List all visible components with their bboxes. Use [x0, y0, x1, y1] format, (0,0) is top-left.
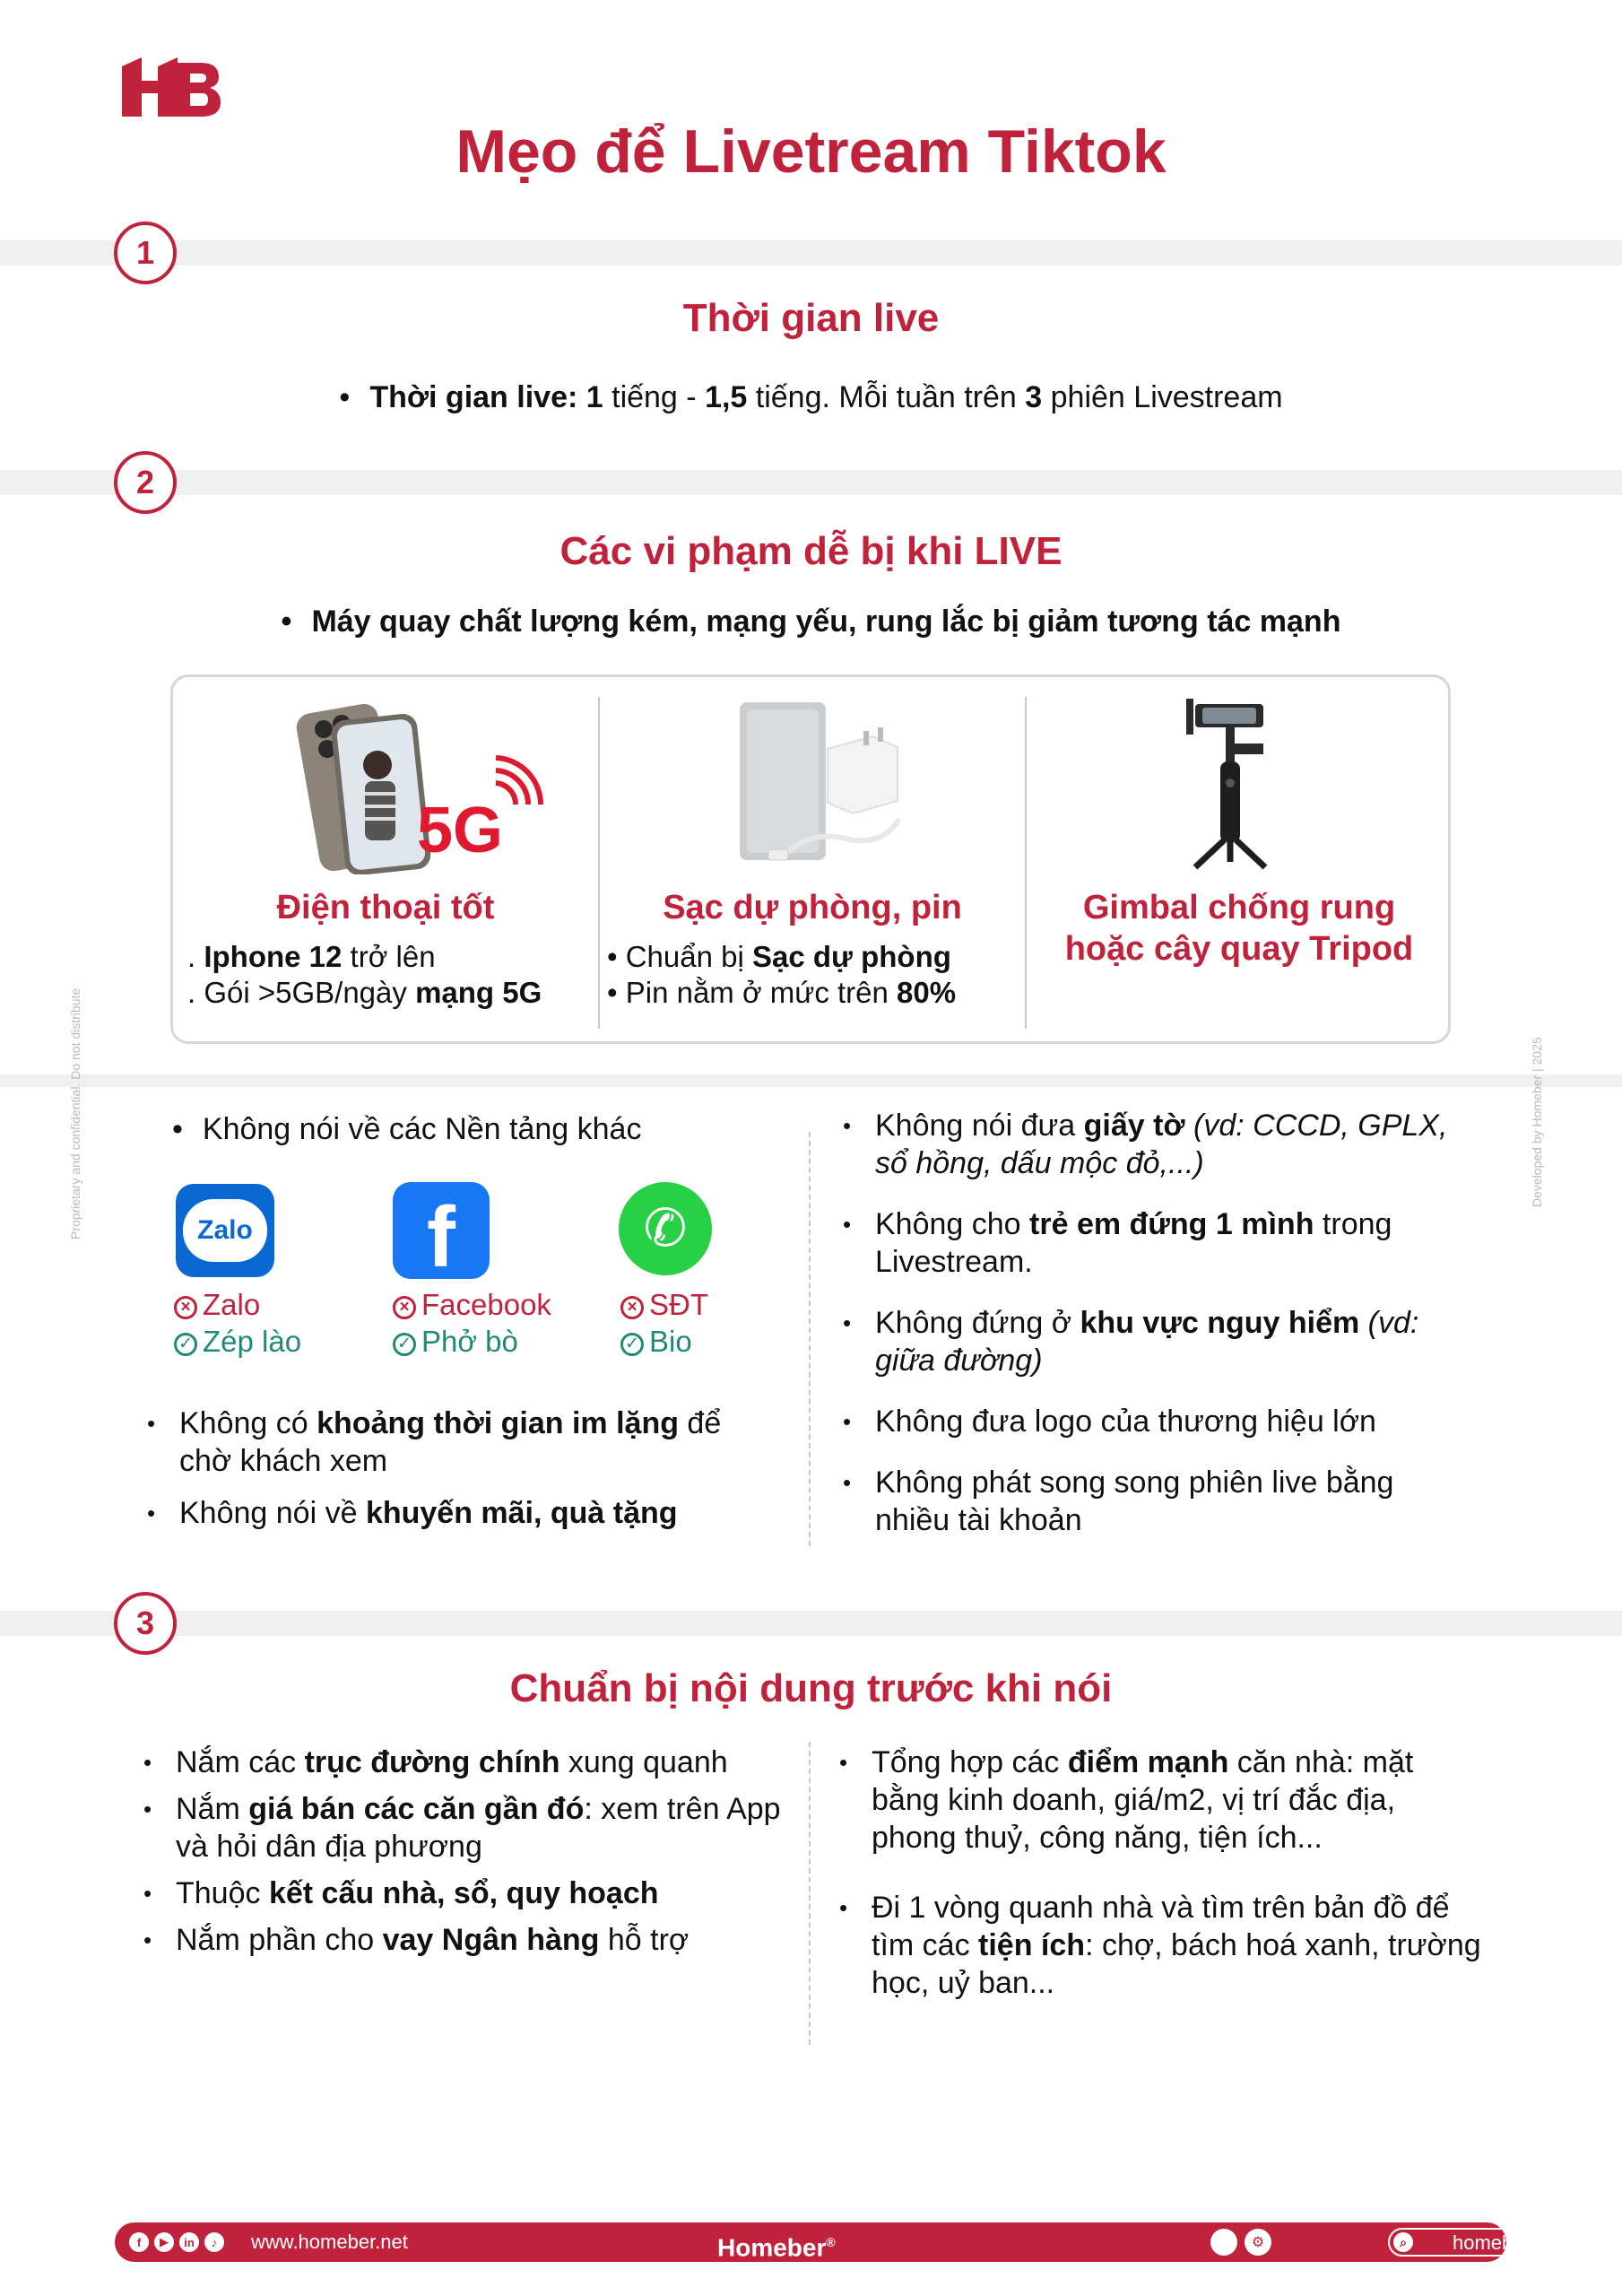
list-item	[143, 1874, 789, 1912]
app-allowed-label: Zép lào	[203, 1325, 302, 1358]
bold-text: 1,5	[705, 380, 748, 414]
bold-text: khu vực nguy hiểm	[1080, 1306, 1360, 1340]
text-segment: trong Livestream.	[875, 1207, 1392, 1279]
bullet: •	[843, 1469, 852, 1496]
bold-text: điểm mạnh	[1067, 1745, 1229, 1779]
column-divider	[809, 1742, 811, 2045]
page-title: Mẹo để Livetream Tiktok	[455, 117, 1167, 186]
text-segment: trở lên	[342, 940, 436, 973]
bullet: •	[143, 1926, 152, 1953]
x-circle-icon: ×	[620, 1296, 644, 1319]
card-title-phone: Điện thoại tốt	[276, 889, 495, 926]
website-link[interactable]: www.homeber.net	[251, 2231, 408, 2253]
phone-5g-image	[281, 695, 550, 874]
violation-subtitle	[0, 603, 1622, 640]
text-segment: Không phát song song phiên live bằng nhiều tài khoản	[875, 1465, 1394, 1537]
bold-text: 1	[585, 380, 603, 414]
equipment-card	[170, 674, 1451, 1044]
text-segment: (vd: giữa đường)	[875, 1306, 1419, 1378]
app-allowed-label: Bio	[649, 1325, 692, 1358]
bold-text: Iphone 12	[204, 940, 343, 973]
gimbal-title-line: hoặc cây quay Tripod	[1064, 930, 1414, 968]
section-title-1: Thời gian live	[682, 296, 940, 340]
section-title-3: Chuẩn bị nội dung trước khi nói	[509, 1666, 1113, 1710]
app-labels-phone	[620, 1286, 708, 1360]
list-item	[147, 1405, 775, 1480]
whatsapp-icon: ✆	[619, 1182, 712, 1275]
text-segment: (vd: CCCD, GPLX, sổ hồng, dấu mộc đỏ,...)	[875, 1109, 1448, 1180]
list-item	[143, 1790, 789, 1866]
text-segment: Nắm	[176, 1792, 249, 1826]
app-labels-zalo	[174, 1286, 301, 1360]
text-segment: : chợ, bách hoá xanh, trường học, uỷ ban...	[872, 1928, 1481, 2000]
gimbal-tripod-image	[1168, 690, 1294, 874]
bold-text: mạng 5G	[415, 976, 542, 1009]
list-item	[143, 1744, 789, 1781]
list-item	[143, 1921, 789, 1959]
check-circle-icon: ✓	[393, 1333, 416, 1356]
app-forbidden-label: Facebook	[421, 1288, 551, 1321]
text-segment: Nắm phần cho	[176, 1923, 383, 1957]
section-band	[0, 1074, 1622, 1087]
bullet: •	[147, 1410, 156, 1437]
zalo-icon-label: Zalo	[183, 1199, 267, 1262]
bold-text: vay Ngân hàng	[382, 1923, 600, 1957]
bold-text: trục đường chính	[304, 1745, 560, 1779]
list-item	[839, 1889, 1485, 2002]
text-segment: căn nhà: mặt bằng kinh doanh, giá/m2, vị trí đắc địa, phong thuỷ, công năng, tiện ích...	[872, 1745, 1414, 1855]
bullet: •	[143, 1796, 152, 1822]
prep-list-left	[143, 1744, 789, 1968]
text-segment: .	[187, 940, 204, 973]
text-segment: phiên Livestream	[1042, 380, 1283, 414]
text-segment: Tổng hợp các	[872, 1745, 1068, 1779]
facebook-icon: f	[393, 1182, 490, 1279]
android-icon[interactable]: ⚙	[1245, 2229, 1271, 2256]
text-segment: Không nói về	[179, 1496, 366, 1530]
bullet	[339, 380, 369, 414]
bullet: •	[143, 1880, 152, 1907]
text-segment: Không đứng ở	[875, 1306, 1080, 1340]
x-circle-icon: ×	[393, 1296, 416, 1319]
check-circle-icon: ✓	[174, 1333, 197, 1356]
live-time-text	[369, 380, 1282, 414]
section-number-2: 2	[114, 451, 177, 514]
column-divider	[809, 1132, 811, 1546]
card-powerbank-line	[607, 939, 951, 975]
youtube-icon[interactable]: ▶	[154, 2232, 174, 2252]
linkedin-icon[interactable]: in	[179, 2232, 199, 2252]
list-item	[843, 1403, 1470, 1440]
text-segment: để chờ khách xem	[179, 1406, 722, 1478]
column-divider	[1025, 697, 1027, 1029]
bullet: •	[147, 1500, 156, 1526]
prep-list-right	[839, 1744, 1485, 2034]
bold-text: 80%	[897, 976, 957, 1009]
bullet: •	[839, 1894, 848, 1921]
section-band	[0, 1611, 1622, 1636]
text-segment: Không cho	[875, 1207, 1030, 1241]
apple-icon[interactable]	[1210, 2229, 1237, 2256]
bullet: •	[843, 1211, 852, 1238]
tiktok-icon[interactable]: ♪	[204, 2232, 224, 2252]
live-time-line	[0, 378, 1622, 416]
list-item	[843, 1304, 1470, 1379]
bold-text: 3	[1025, 380, 1043, 414]
bold-text: tiện ích	[978, 1928, 1086, 1962]
bold-text: kết cấu nhà, sổ, quy hoạch	[268, 1876, 659, 1910]
list-item	[147, 1494, 775, 1532]
text-segment: Thuộc	[176, 1876, 269, 1910]
bold-text: trẻ em đứng 1 mình	[1029, 1207, 1314, 1241]
facebook-icon[interactable]: f	[129, 2232, 149, 2252]
card-phone-line	[187, 939, 436, 975]
bullet: •	[143, 1749, 152, 1776]
app-labels-facebook	[393, 1286, 551, 1360]
column-divider	[598, 697, 600, 1029]
developer-note: Developed by Homeber | 2025	[1530, 1037, 1544, 1207]
bold-text: Sạc dự phòng	[752, 940, 951, 973]
bullet	[282, 604, 312, 639]
text-segment: hỗ trợ	[599, 1923, 690, 1957]
confidential-note: Proprietary and confidential. Do not distribute	[68, 987, 82, 1239]
bold-text: giấy tờ	[1083, 1109, 1185, 1143]
text-segment: • Chuẩn bị	[607, 940, 752, 973]
list-item	[843, 1107, 1470, 1182]
gimbal-title-line: Gimbal chống rung	[1082, 889, 1396, 926]
svg-text:5G: 5G	[417, 795, 504, 866]
text-segment: tiếng. Mỗi tuần trên	[747, 380, 1026, 414]
text-segment: Nắm các	[176, 1745, 305, 1779]
section-band	[0, 240, 1622, 265]
violation-subtitle-text: Máy quay chất lượng kém, mạng yếu, rung lắc bị giảm tương tác mạnh	[311, 604, 1341, 639]
text-segment: • Pin nằm ở mức trên	[607, 976, 898, 1009]
footer-brand	[717, 2222, 836, 2267]
bold-text: khuyến mãi, quà tặng	[365, 1496, 678, 1530]
homeber-logo	[115, 56, 221, 118]
app-forbidden-label: Zalo	[203, 1288, 261, 1321]
list-item	[843, 1464, 1470, 1539]
section-title-2: Các vi phạm dễ bị khi LIVE	[559, 529, 1063, 573]
platform-note	[172, 1110, 641, 1148]
section-band	[0, 470, 1622, 495]
bullet	[172, 1112, 203, 1146]
bold-text: Thời gian live:	[369, 380, 586, 414]
search-text: homeber	[1453, 2231, 1531, 2254]
text-segment: Không đưa logo của thương hiệu lớn	[875, 1405, 1376, 1439]
text-segment: Đi 1 vòng quanh nhà và tìm trên bản đồ để tìm các	[872, 1891, 1450, 1962]
list-item	[839, 1744, 1485, 1857]
powerbank-charger-image	[729, 695, 926, 874]
bold-text: giá bán các căn gần đó	[248, 1792, 585, 1826]
registered-mark: ®	[826, 2235, 836, 2249]
platform-note-text: Không nói về các Nền tảng khác	[202, 1112, 642, 1146]
violation-list-left	[147, 1405, 775, 1546]
section-number-3: 3	[114, 1592, 177, 1655]
text-segment: tiếng -	[603, 380, 706, 414]
text-segment: : xem trên App và hỏi dân địa phương	[176, 1792, 781, 1864]
zalo-icon	[176, 1184, 274, 1277]
text-segment: xung quanh	[559, 1745, 728, 1779]
footer-brand-name: Homeber	[717, 2233, 827, 2262]
section-number-1: 1	[114, 222, 177, 284]
text-segment: . Gói >5GB/ngày	[187, 976, 416, 1009]
bullet: •	[843, 1112, 852, 1139]
card-title-gimbal	[1027, 887, 1452, 970]
search-icon: ⌕	[1393, 2232, 1413, 2252]
bullet: •	[843, 1309, 852, 1336]
bullet: •	[843, 1408, 852, 1435]
check-circle-icon: ✓	[620, 1333, 644, 1356]
violation-list-right	[843, 1107, 1470, 1562]
text-segment: Không nói đưa	[875, 1109, 1084, 1143]
bold-text: khoảng thời gian im lặng	[317, 1406, 679, 1440]
list-item	[843, 1205, 1470, 1281]
card-phone-line	[187, 975, 542, 1011]
app-allowed-label: Phở bò	[421, 1325, 518, 1358]
search-box[interactable]	[1388, 2228, 1616, 2257]
footer-bar	[115, 2222, 1531, 2262]
text-segment: Không có	[179, 1406, 317, 1440]
card-powerbank-line	[607, 975, 956, 1011]
card-title-powerbank: Sạc dự phòng, pin	[663, 889, 962, 926]
x-circle-icon: ×	[174, 1296, 197, 1319]
bullet: •	[839, 1749, 848, 1776]
app-forbidden-label: SĐT	[649, 1288, 708, 1321]
